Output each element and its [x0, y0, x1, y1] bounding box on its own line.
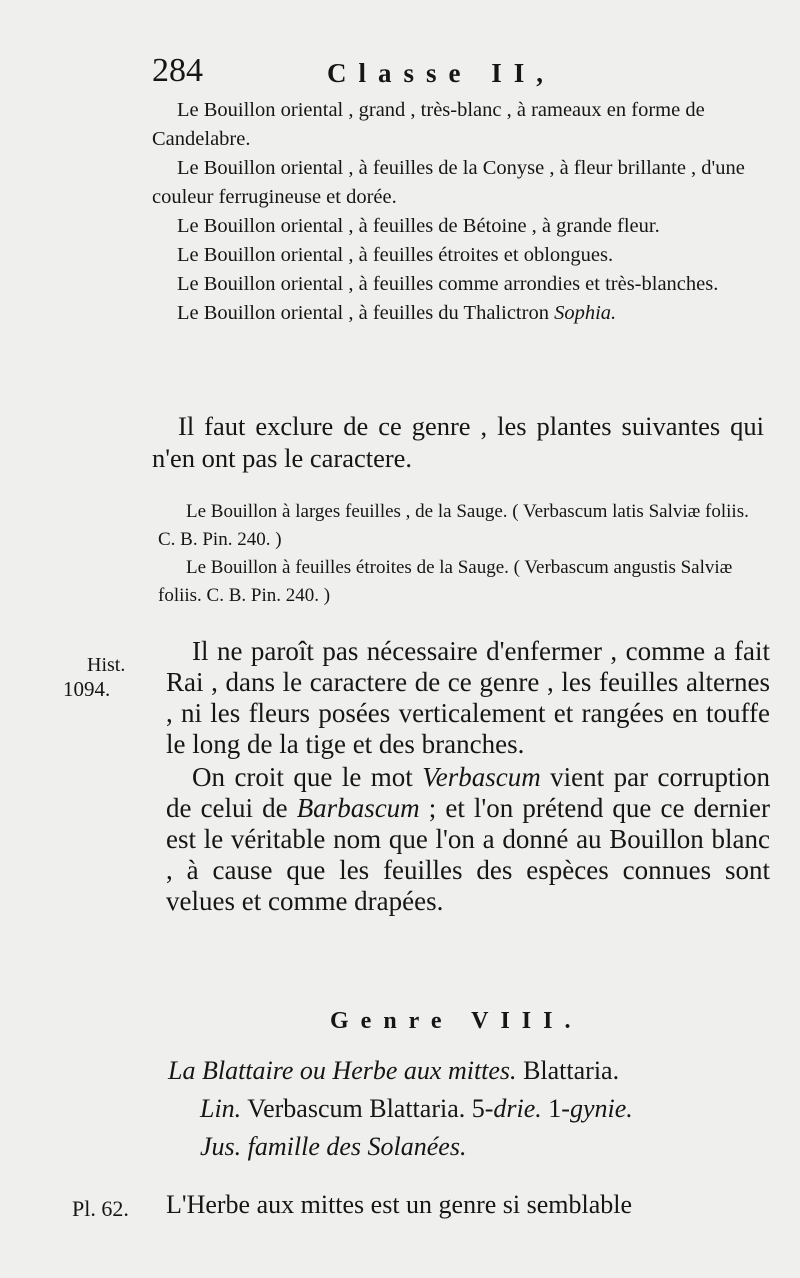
text-run: ; et l'on prétend que ce dernier est le véritable nom que l'on a donné au Bouillon blanc , à cause que les feuilles des espèces connues sont velues et comme drapées. — [166, 793, 770, 916]
list-item: Le Bouillon oriental , à feuilles étroites et oblongues. — [177, 244, 614, 266]
page-title: Classe II, — [327, 58, 556, 88]
genre-heading: Genre VIII. — [330, 1008, 583, 1034]
page-number: 284 — [152, 52, 203, 89]
excluded-plants — [158, 498, 770, 610]
text-italic: drie. — [493, 1094, 542, 1123]
final-line: L'Herbe aux mittes est un genre si semblable — [166, 1190, 633, 1219]
list-item: Le Bouillon à larges feuilles , de la Sauge. ( Verbascum latis Salviæ foliis. C. B. Pin. 240. ) — [158, 501, 749, 550]
text-italic: gynie. — [569, 1094, 633, 1123]
discussion-paragraph: Il ne paroît pas nécessaire d'enfermer , comme a fait Rai , dans le caractere de ce genre , les feuilles alternes , ni les fleurs posées verticalement et rangées en touffe le long de la tige et des branches. — [166, 636, 770, 759]
genre-name-french: La Blattaire ou Herbe aux mittes. — [168, 1056, 517, 1085]
genre-description — [168, 1052, 768, 1166]
text-italic: Verbascum — [422, 762, 541, 792]
text-italic: Lin. — [200, 1094, 242, 1123]
genre-jussieu-line — [168, 1128, 768, 1166]
margin-note-hist-ref: 1094. — [63, 677, 111, 701]
list-item-italic: Sophia. — [554, 302, 617, 324]
margin-note-plate: Pl. 62. — [72, 1196, 129, 1221]
text-run: vient par corruption de celui de — [166, 762, 770, 823]
list-item-text: Le Bouillon oriental , à feuilles du Thalictron — [177, 302, 555, 324]
genre-name-latin: Blattaria. — [516, 1056, 620, 1085]
text-italic: Barbascum — [296, 793, 420, 823]
text-run: On croit que le mot — [192, 762, 423, 792]
list-item: Le Bouillon oriental , à feuilles de Bétoine , à grande fleur. — [177, 215, 660, 237]
text-run: Verbascum Blattaria. 5- — [241, 1094, 494, 1123]
text-italic: Jus. famille des Solanées. — [200, 1132, 467, 1161]
exclusion-statement — [152, 410, 764, 474]
margin-note-hist: Hist. — [87, 654, 126, 676]
list-item: Le Bouillon oriental , grand , très-blanc , à rameaux en forme de Candelabre. — [152, 99, 705, 150]
genre-linnaeus-line — [168, 1090, 768, 1128]
list-item: Le Bouillon oriental , à feuilles de la Conyse , à fleur brillante , d'une couleur ferrugineuse et dorée. — [152, 157, 745, 208]
exclusion-text: Il faut exclure de ce genre , les plantes suivantes qui n'en ont pas le caractere. — [152, 411, 764, 473]
verbascum-list — [152, 96, 767, 328]
discussion-paragraph — [166, 762, 770, 917]
list-item — [152, 299, 767, 328]
text-run: 1- — [541, 1094, 570, 1123]
discussion — [166, 636, 770, 917]
list-item: Le Bouillon oriental , à feuilles comme arrondies et très-blanches. — [177, 273, 719, 295]
genre-name-line — [168, 1052, 768, 1090]
list-item: Le Bouillon à feuilles étroites de la Sauge. ( Verbascum angustis Salviæ foliis. C. B. Pin. 240. ) — [158, 557, 733, 606]
